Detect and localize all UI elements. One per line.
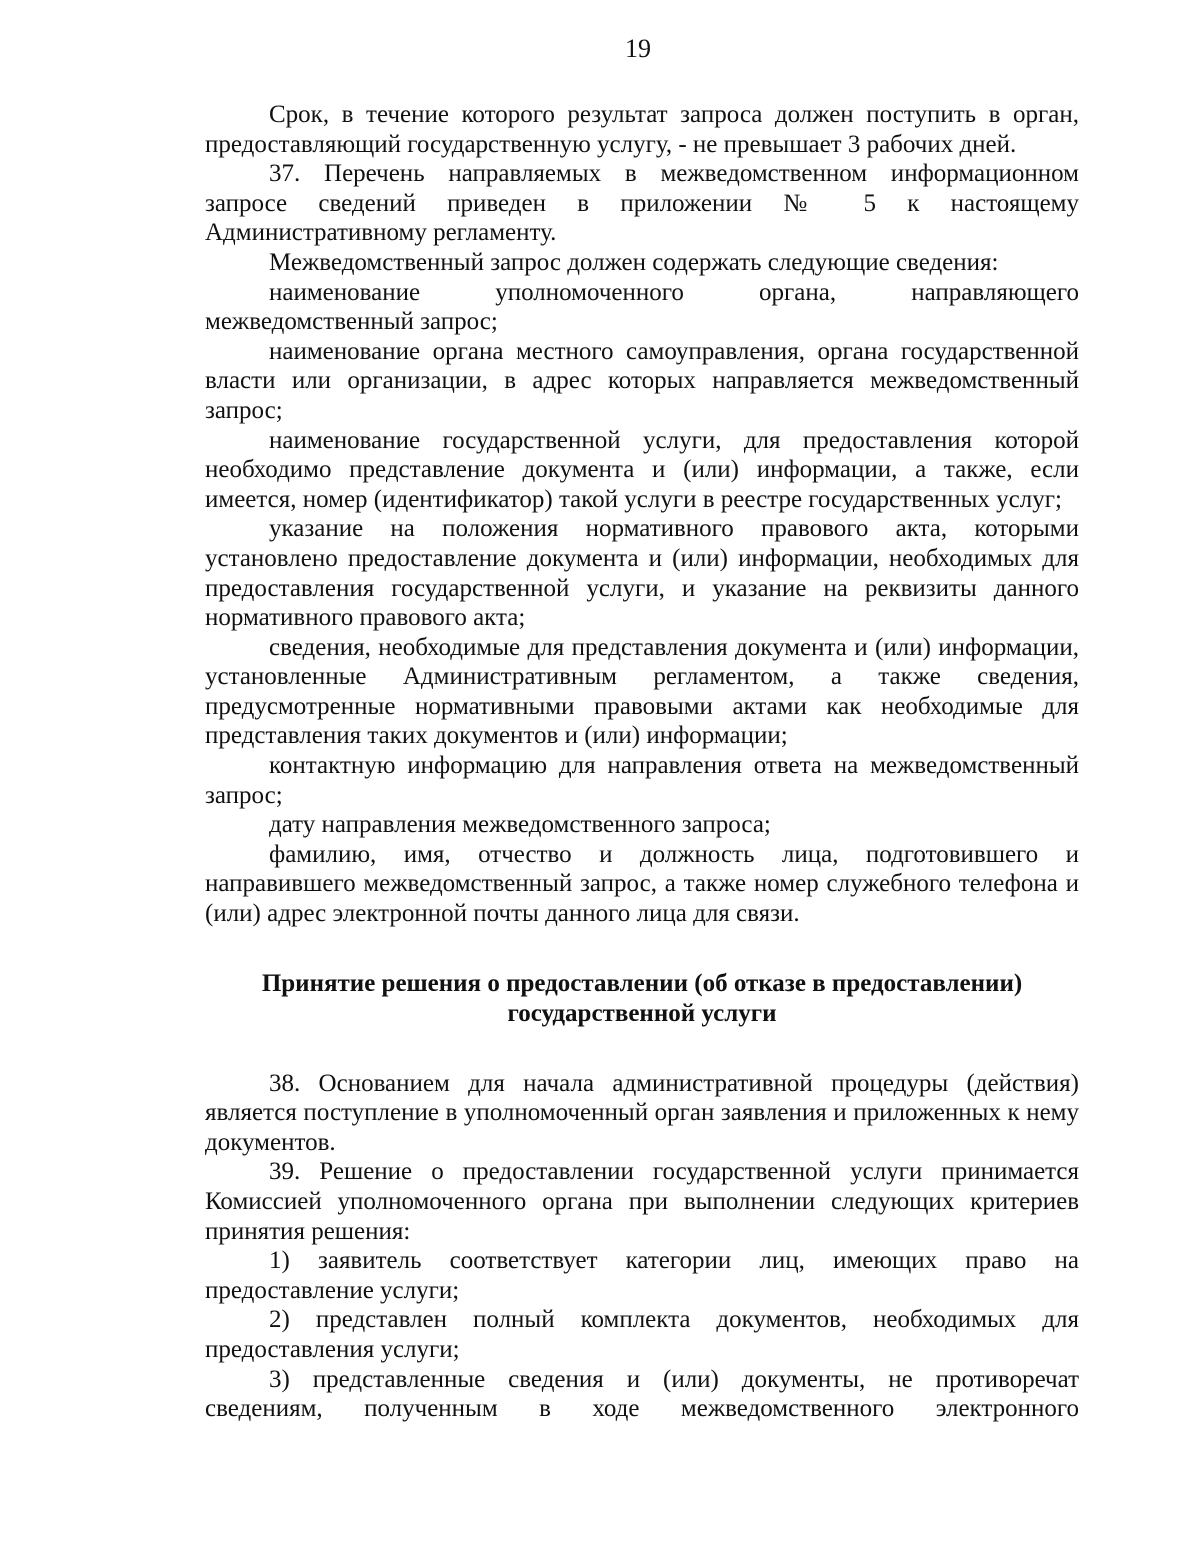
paragraph: наименование государственной услуги, для предоставления которой необходимо представление документа и (или) информации, а также, если имеется, номер (идентификатор) такой услуги в реестре государственных услуг; [205,426,1079,513]
paragraph: фамилию, имя, отчество и должность лица, подготовившего и направившего межведомственный запрос, а также номер служебного телефона и (или) адрес электронной почты данного лица для связи. [205,840,1079,928]
paragraph: 3) представленные сведения и (или) документы, не противоречат сведениям, полученным в ходе межведомственного электронного [205,1365,1079,1423]
paragraph: сведения, необходимые для представления документа и (или) информации, установленные Административным регламентом, а также сведения, предусмотренные нормативными правовыми актами как необходимые для представления таких документов и (или) информации; [205,633,1079,750]
paragraph: Срок, в течение которого результат запроса должен поступить в орган, предоставляющий государственную услугу, - не превышает 3 рабочих дней. [205,101,1079,158]
paragraph: Межведомственный запрос должен содержать следующие сведения: [269,248,999,276]
paragraph: 1) заявитель соответствует категории лиц, имеющих право на предоставление услуги; [205,1247,1079,1304]
document-body [205,100,1079,1424]
paragraph: 2) представлен полный комплекта документов, необходимых для предоставления услуги; [205,1306,1079,1363]
paragraph: 38. Основанием для начала административной процедуры (действия) является поступление в уполномоченный орган заявления и приложенных к нему документов. [205,1069,1079,1156]
page-number: 19 [625,34,651,63]
paragraph: наименование уполномоченного органа, направляющего межведомственный запрос; [205,278,1079,336]
section-heading-line: Принятие решения о предоставлении (об отказе в предоставлении) [261,969,1023,997]
paragraph: контактную информацию для направления ответа на межведомственный запрос; [205,752,1079,809]
paragraph: 39. Решение о предоставлении государственной услуги принимается Комиссией уполномоченного органа при выполнении следующих критериев принятия решения: [205,1158,1079,1245]
section-heading [205,969,1079,1029]
paragraph: дату направления межведомственного запроса; [269,811,771,839]
paragraph: 37. Перечень направляемых в межведомственном информационном запросе сведений приведен в приложении № 5 к настоящему Административному регламенту. [205,160,1079,247]
paragraph: указание на положения нормативного правового акта, которыми установлено предоставление документа и (или) информации, необходимых для предоставления государственной услуги, и указание на реквизиты данного нормативного правового акта; [205,515,1079,632]
paragraph: наименование органа местного самоуправления, органа государственной власти или организации, в адрес которых направляется межведомственный запрос; [205,337,1079,424]
section-heading-line: государственной услуги [507,999,777,1027]
